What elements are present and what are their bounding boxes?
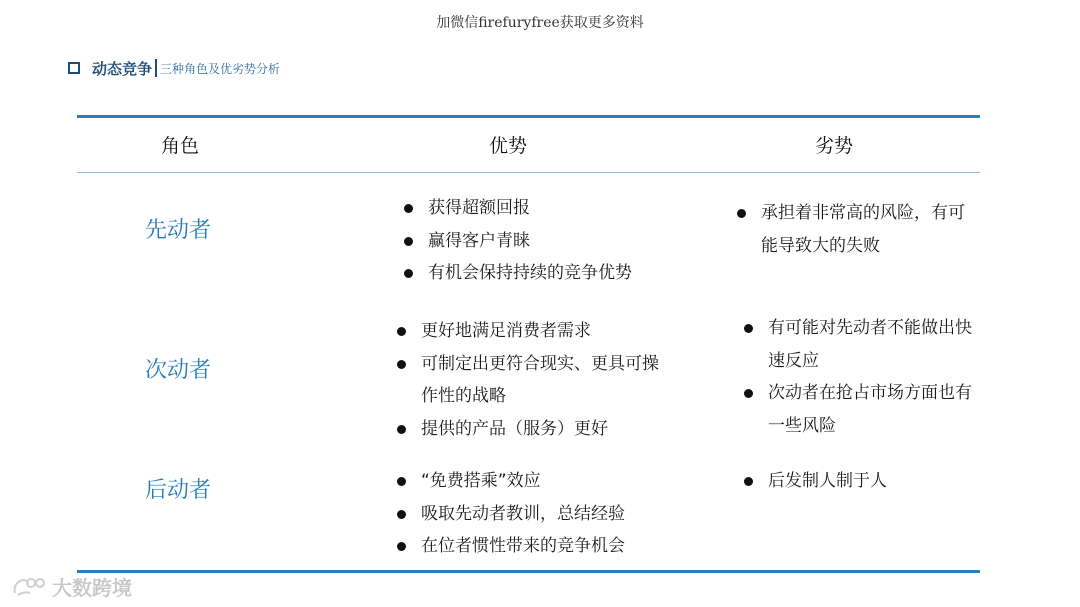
heading-sub: 三种角色及优劣势分析 [160, 61, 281, 76]
list-item [735, 197, 965, 262]
list-item: 提供的产品（服务）更好 [395, 413, 659, 446]
column-header-advantage: 优势 [488, 135, 527, 157]
role-first-mover: 先动者 [144, 218, 211, 243]
list-item-line: 承担着非常高的风险，有可 [761, 203, 965, 223]
list-item: 吸取先动者教训，总结经验 [395, 498, 625, 531]
column-header-disadvantage: 劣势 [814, 135, 853, 157]
list-item-line: 可制定出更符合现实、更具可操 [421, 353, 659, 374]
table-bottom-rule [77, 570, 980, 573]
table-header-rule [77, 172, 980, 173]
section-heading [68, 57, 280, 79]
list-item-line: 次动者在抢占市场方面也有 [768, 383, 972, 403]
role-second-mover: 次动者 [144, 358, 211, 383]
disadvantages-first-mover [735, 197, 965, 262]
list-item-line: 速反应 [768, 350, 819, 371]
advantages-second-mover [395, 315, 659, 445]
list-item: 有机会保持持续的竞争优势 [402, 257, 632, 290]
heading-divider [155, 59, 157, 77]
table-top-rule [77, 115, 980, 118]
list-item: 赢得客户青睐 [402, 225, 632, 258]
disadvantages-second-mover [742, 312, 972, 442]
column-header-role: 角色 [160, 135, 199, 157]
list-item [742, 377, 972, 442]
top-note: 加微信firefuryfree获取更多资料 [436, 15, 644, 31]
list-item [395, 348, 659, 413]
advantages-late-mover [395, 465, 625, 563]
list-item: “免费搭乘”效应 [395, 465, 625, 498]
watermark-text: 大数跨境 [52, 576, 132, 600]
role-late-mover: 后动者 [144, 478, 211, 503]
list-item-line: 后发制人制于人 [768, 471, 887, 491]
list-item-line: 作性的战略 [421, 386, 506, 406]
list-item [742, 312, 972, 377]
square-bullet-icon [68, 62, 80, 74]
list-item [742, 465, 887, 498]
watermark-logo-icon [12, 575, 46, 599]
heading-main: 动态竞争 [92, 59, 153, 78]
list-item: 在位者惯性带来的竞争机会 [395, 530, 625, 563]
disadvantages-late-mover [742, 465, 887, 498]
list-item-line: 一些风险 [768, 415, 836, 436]
advantages-first-mover [402, 192, 632, 290]
list-item: 获得超额回报 [402, 192, 632, 225]
list-item-line: 能导致大的失败 [761, 235, 880, 256]
watermark [12, 572, 132, 601]
list-item: 更好地满足消费者需求 [395, 315, 659, 348]
list-item-line: 有可能对先动者不能做出快 [768, 318, 972, 338]
